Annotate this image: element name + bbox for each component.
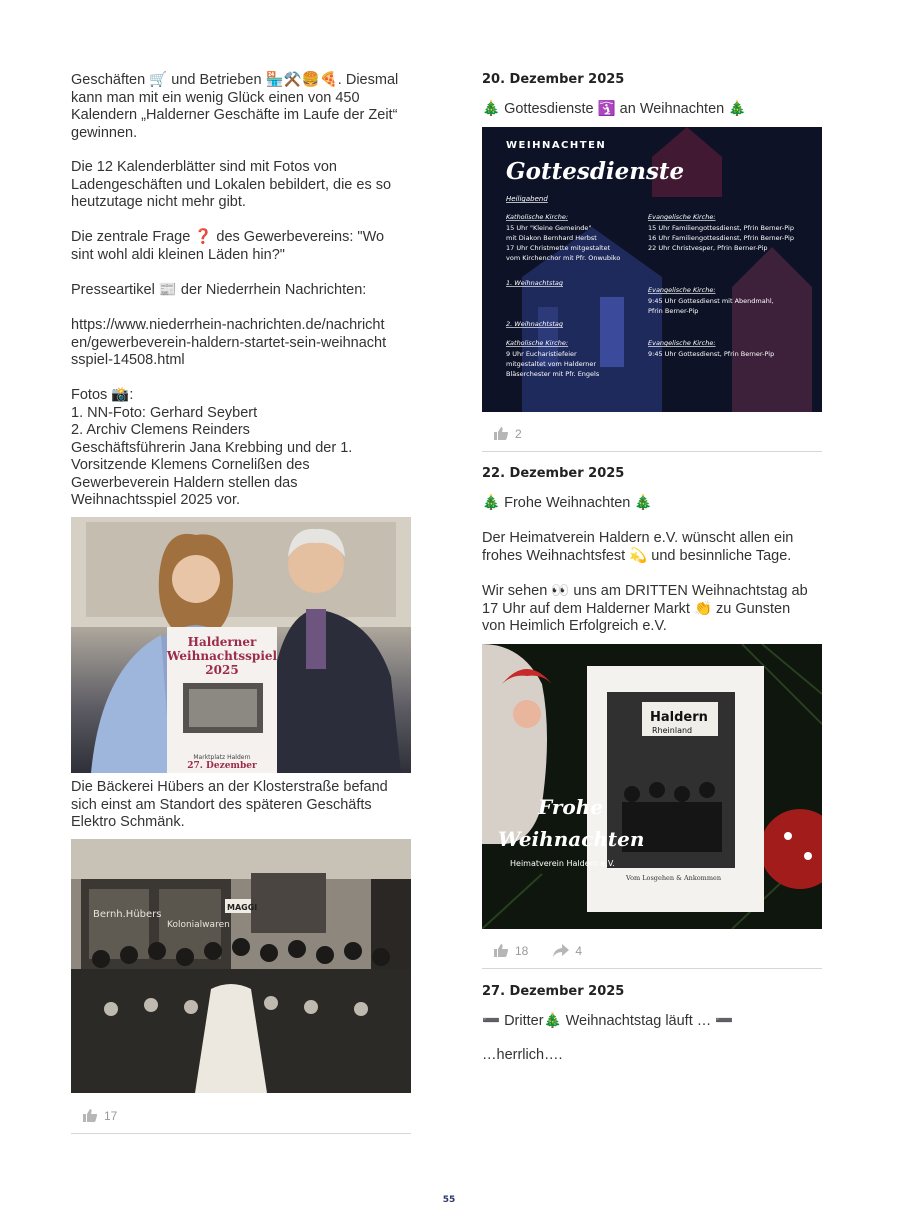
- left-like-count: 17: [104, 1108, 118, 1123]
- share-icon[interactable]: [552, 944, 569, 958]
- post2-date: 22. Dezember 2025: [482, 466, 625, 481]
- intro-paragraph: Geschäften 🛒 und Betrieben 🏪⚒️🍔🍕. Diesmal kann man mit ein wenig Glück einen von 450 Kalendern „Halderner Geschäfte im Laufe der Zeit“ gewinnen.: [71, 72, 399, 141]
- left-reactions: [82, 1108, 117, 1123]
- poster-footer-line1: Marktplatz Haldern: [193, 754, 251, 761]
- bakery-caption: Die Bäckerei Hübers an der Klosterstraße befand sich einst am Standort des späteren Geschäfts Elektro Schmänk.: [71, 779, 388, 830]
- poster-ev2-line1: 9:45 Uhr Gottesdienst mit Abendmahl,: [648, 297, 774, 305]
- card-org: Heimatverein Haldern e.V.: [510, 859, 615, 868]
- thumbs-up-icon[interactable]: [493, 426, 509, 441]
- poster-ev3-head: Evangelische Kirche:: [648, 339, 716, 347]
- poster-kath-line2: mit Diakon Bernhard Herbst: [506, 234, 597, 242]
- thumbs-up-icon[interactable]: [82, 1108, 98, 1123]
- sign-kolonialwaren: Kolonialwaren: [167, 920, 230, 930]
- post1-reactions: [493, 426, 522, 441]
- photo-bakery-archive: [71, 839, 411, 1093]
- poster-title-line3: 2025: [205, 663, 239, 677]
- poster-title-line1: Halderner: [187, 635, 257, 649]
- poster-ev-line1: 15 Uhr Familiengottesdienst, Pfrin Berner-Pip: [648, 224, 794, 232]
- poster-ev-line2: 16 Uhr Familiengottesdienst, Pfrin Berner-Pip: [648, 234, 794, 242]
- card-greeting-line1: Frohe: [538, 795, 603, 819]
- card-sign-sub: Rheinland: [652, 726, 693, 735]
- post3-headline: ➖ Dritter🎄 Weihnachtstag läuft … ➖: [482, 1013, 734, 1029]
- post2-body2: Wir sehen 👀 uns am DRITTEN Weihnachtstag ab 17 Uhr auf dem Halderner Markt 👏 zu Gunsten von Heimlich Erfolgreich e.V.: [482, 583, 808, 634]
- post1-headline: 🎄 Gottesdienste 🛐 an Weihnachten 🎄: [482, 101, 747, 117]
- poster-kicker: WEIHNACHTEN: [506, 140, 607, 151]
- poster-kath-head: Katholische Kirche:: [506, 213, 569, 221]
- poster-section3: 2. Weihnachtstag: [506, 320, 564, 328]
- post2-body1: Der Heimatverein Haldern e.V. wünscht allen ein frohes Weihnachtsfest 💫 und besinnliche Tage.: [482, 530, 794, 564]
- poster-section2: 1. Weihnachtstag: [506, 279, 564, 287]
- calendar-paragraph: Die 12 Kalenderblätter sind mit Fotos von Ladengeschäften und Lokalen bebildert, die es so heutzutage nicht mehr gibt.: [71, 159, 392, 210]
- poster-ev3-line1: 9:45 Uhr Gottesdienst, Pfrin Berner-Pip: [648, 350, 775, 358]
- thumbs-up-icon[interactable]: [493, 943, 509, 958]
- press-paragraph: Presseartikel 📰 der Niederrhein Nachrichten:: [71, 282, 367, 298]
- post1-separator: [482, 451, 822, 452]
- left-separator: [71, 1133, 411, 1134]
- poster-ev-line3: 22 Uhr Christvesper, Pfrin Berner-Pip: [648, 244, 768, 252]
- sign-maggi: MAGGI: [227, 903, 258, 912]
- poster-footer-line2: 27. Dezember: [187, 761, 257, 771]
- post2-like-count: 18: [515, 943, 529, 958]
- poster-ev2-head: Evangelische Kirche:: [648, 286, 716, 294]
- poster-section1: Heiligabend: [506, 195, 548, 203]
- post2-share-count: 4: [575, 943, 583, 958]
- photo-service-poster: [482, 127, 822, 412]
- poster-kath-line4: vom Kirchenchor mit Pfr. Onwubiko: [506, 254, 621, 262]
- post3-date: 27. Dezember 2025: [482, 984, 625, 999]
- poster-kath3-line3: Bläserchester mit Pfr. Engels: [506, 370, 600, 378]
- poster-ev-head: Evangelische Kirche:: [648, 213, 716, 221]
- question-paragraph: Die zentrale Frage ❓ des Gewerbevereins: "Wo sint wohl aldi kleinen Läden hin?": [71, 229, 385, 263]
- post2-reactions: [493, 943, 582, 958]
- poster-kath3-line1: 9 Uhr Eucharistiefeier: [506, 350, 577, 358]
- photo-christmas-card: [482, 644, 822, 929]
- poster-kath3-line2: mitgestaltet vom Halderner: [506, 360, 597, 368]
- poster-kath3-head: Katholische Kirche:: [506, 339, 569, 347]
- poster-title-line2: Weihnachtsspiel: [166, 649, 278, 663]
- post2-separator: [482, 968, 822, 969]
- card-sign: Haldern: [650, 710, 708, 725]
- card-caption: Vom Losgehen & Ankommen: [626, 874, 722, 882]
- page-number: 55: [442, 1195, 456, 1205]
- post2-headline: 🎄 Frohe Weihnachten 🎄: [482, 495, 653, 511]
- poster-kath-line3: 17 Uhr Christmette mitgestaltet: [506, 244, 611, 252]
- post3-body: …herrlich….: [482, 1047, 563, 1063]
- sign-bakery-name: Bernh.Hübers: [93, 909, 162, 920]
- poster-heading: Gottesdienste: [506, 158, 685, 185]
- press-link[interactable]: https://www.niederrhein-nachrichten.de/nachricht en/gewerbeverein-haldern-startet-sein-weihnacht sspiel-14508.html: [71, 317, 387, 368]
- poster-kath-line1: 15 Uhr "Kleine Gemeinde": [506, 224, 592, 232]
- post1-like-count: 2: [515, 426, 522, 441]
- post1-date: 20. Dezember 2025: [482, 72, 625, 87]
- photo-presentation: [71, 517, 411, 773]
- poster-ev2-line2: Pfrin Berner-Pip: [648, 307, 699, 315]
- card-greeting-line2: Weihnachten: [498, 827, 645, 851]
- photo-credits-paragraph: Fotos 📸: 1. NN-Foto: Gerhard Seybert 2. Archiv Clemens Reinders Geschäftsführerin Jana Krebbing und der 1. Vorsitzende Klemens Cornelißen des Gewerbeverein Haldern stellen das Weihnachtsspiel 2025 vor.: [71, 387, 353, 508]
